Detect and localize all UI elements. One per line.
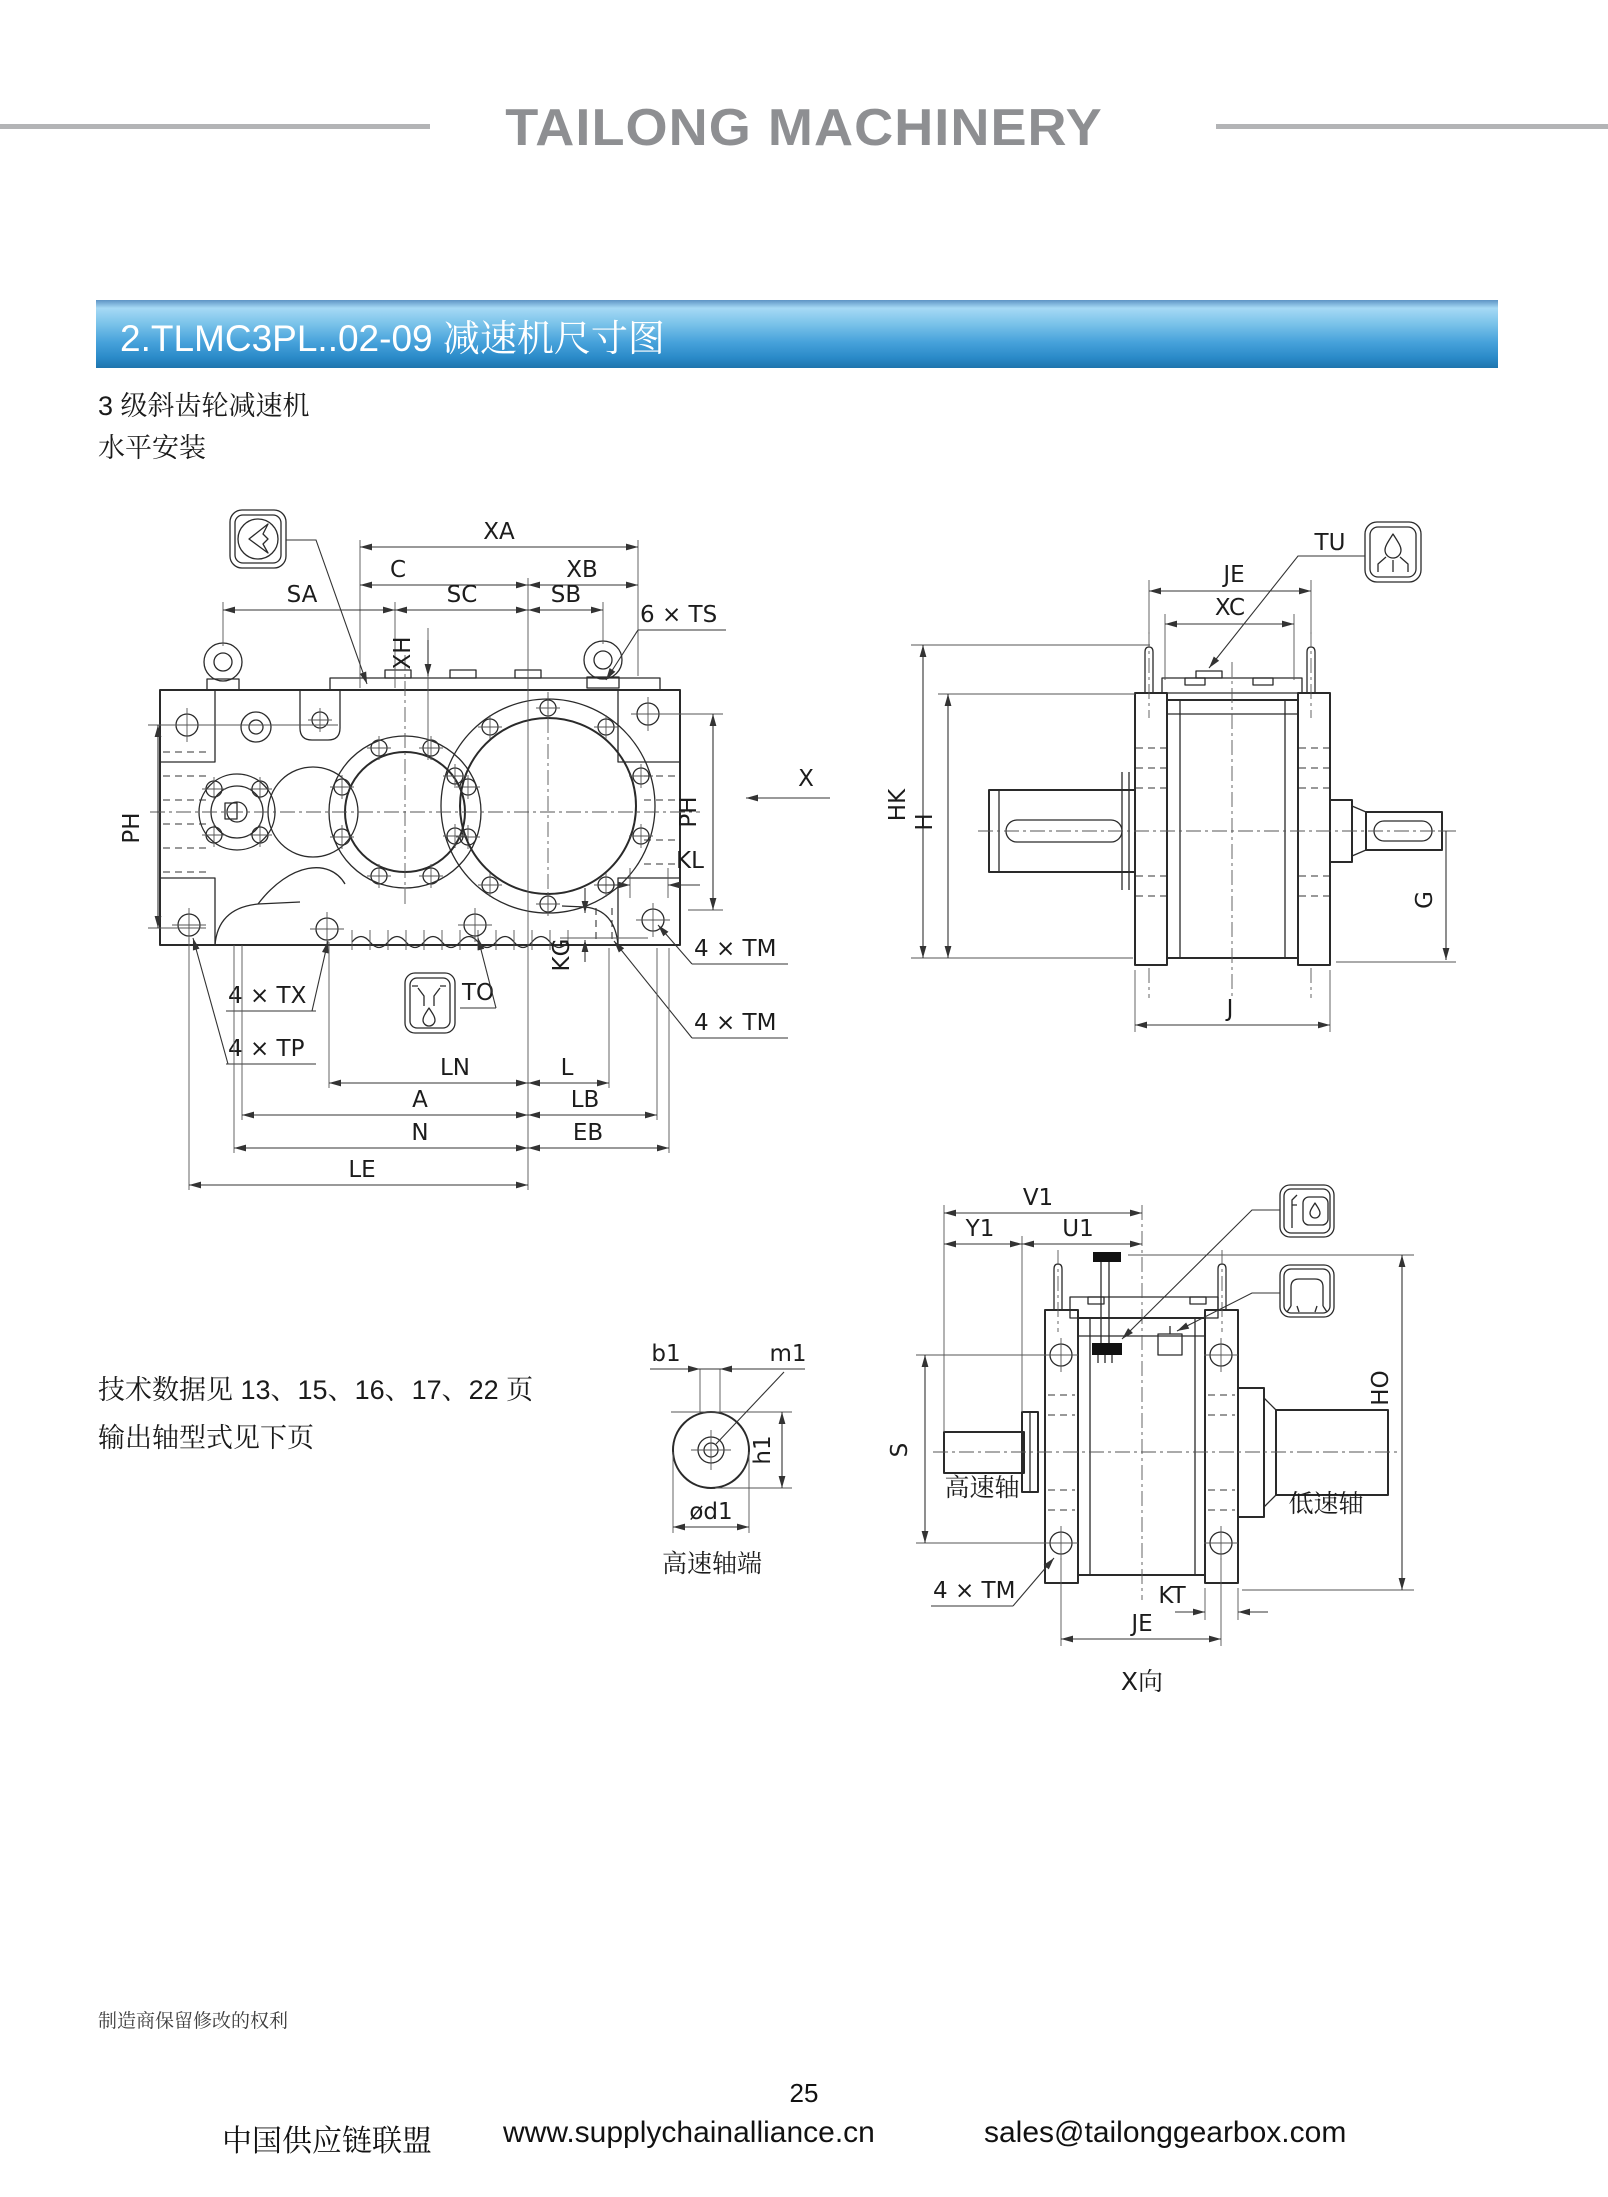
low-speed-shaft xyxy=(1276,1410,1388,1495)
breather-icon xyxy=(1365,522,1421,582)
lifting-eye-left xyxy=(204,643,242,690)
dim-label-v1: V1 xyxy=(1022,1185,1054,1211)
dim-label-xa: XA xyxy=(483,519,515,545)
dim-label-b1: b1 xyxy=(651,1341,681,1367)
oil-level-icon xyxy=(1280,1185,1334,1237)
dim-label-g: G xyxy=(1412,891,1438,909)
intro-line-2: 水平安装 xyxy=(98,433,206,463)
x-direction-view-drawing xyxy=(887,1185,1414,1696)
footer-email: sales@tailonggearbox.com xyxy=(984,2116,1347,2149)
brand-title: TAILONG MACHINERY xyxy=(505,99,1103,157)
dim-label-kg: KG xyxy=(549,938,575,972)
dim-label-to: TO xyxy=(462,980,495,1006)
dim-label-tu: TU xyxy=(1314,530,1346,556)
note-line-1: 技术数据见 13、15、16、17、22 页 xyxy=(98,1375,534,1405)
dim-label-4xtm-3: 4 × TM xyxy=(933,1578,1016,1604)
side-view-drawing xyxy=(119,510,830,1190)
dim-label-y1: Y1 xyxy=(965,1216,995,1242)
dim-label-od1: ød1 xyxy=(689,1499,733,1525)
footer-website: www.supplychainalliance.cn xyxy=(503,2116,875,2149)
dim-label-xb: XB xyxy=(566,557,598,583)
dim-label-ho: HO xyxy=(1368,1370,1394,1406)
dim-label-a: A xyxy=(412,1087,428,1113)
dim-label-h: H xyxy=(912,813,938,831)
label-high-speed-shaft: 高速轴 xyxy=(944,1473,1020,1502)
footer-org: 中国供应链联盟 xyxy=(222,2125,432,2158)
label-low-speed-shaft: 低速轴 xyxy=(1288,1489,1364,1518)
dim-label-l: L xyxy=(560,1055,574,1081)
end-view-drawing xyxy=(885,522,1456,1032)
dim-label-sc: SC xyxy=(446,582,478,608)
dim-label-ph-left: PH xyxy=(119,812,145,844)
dim-label-j: J xyxy=(1226,996,1234,1022)
intro-line-1: 3 级斜齿轮减速机 xyxy=(98,391,310,421)
dim-label-h1: h1 xyxy=(750,1435,776,1465)
dim-label-n: N xyxy=(411,1120,429,1146)
dim-label-kt: KT xyxy=(1158,1583,1186,1609)
rights-notice: 制造商保留修改的权利 xyxy=(98,2011,289,2032)
dim-label-ln: LN xyxy=(439,1055,471,1081)
dim-label-le: LE xyxy=(348,1157,376,1183)
dim-label-s: S xyxy=(887,1442,913,1458)
shaft-end-detail-drawing xyxy=(650,1341,807,1578)
section-title: 2.TLMC3PL..02-09 减速机尺寸图 xyxy=(120,318,665,359)
dim-label-sa: SA xyxy=(286,582,318,608)
dim-label-ph-right: PH xyxy=(676,796,702,828)
dim-label-4xtx: 4 × TX xyxy=(228,983,307,1009)
dim-label-4xtp: 4 × TP xyxy=(228,1036,305,1062)
dim-label-6xts: 6 × TS xyxy=(640,602,718,628)
note-line-2: 输出轴型式见下页 xyxy=(98,1423,314,1453)
sight-glass-icon xyxy=(230,510,286,568)
dim-label-je-2: JE xyxy=(1131,1611,1153,1637)
dim-label-4xtm-1: 4 × TM xyxy=(694,936,777,962)
high-speed-shaft xyxy=(944,1432,1024,1473)
gearbox-housing xyxy=(160,690,680,945)
dim-label-x: X xyxy=(798,766,814,792)
view-caption-shaft-end: 高速轴端 xyxy=(661,1549,763,1578)
dim-label-eb: EB xyxy=(572,1120,604,1146)
dim-label-4xtm-2: 4 × TM xyxy=(694,1010,777,1036)
dim-label-c: C xyxy=(389,557,407,583)
dim-label-kl: KL xyxy=(676,848,704,874)
dim-label-xh: XH xyxy=(390,636,416,670)
dim-label-m1: m1 xyxy=(769,1341,807,1367)
dim-label-u1: U1 xyxy=(1062,1216,1094,1242)
magnetic-plug-icon xyxy=(1280,1265,1334,1317)
dim-label-sb: SB xyxy=(550,582,582,608)
oil-dipstick xyxy=(1092,1252,1122,1363)
dim-label-je: JE xyxy=(1223,562,1245,588)
dim-label-xc: XC xyxy=(1214,595,1246,621)
dim-label-lb: LB xyxy=(570,1087,600,1113)
view-caption-x-direction: X向 xyxy=(1120,1667,1164,1696)
dim-label-hk: HK xyxy=(885,788,911,822)
drain-plug-icon xyxy=(405,973,455,1033)
page-number: 25 xyxy=(789,2078,819,2108)
